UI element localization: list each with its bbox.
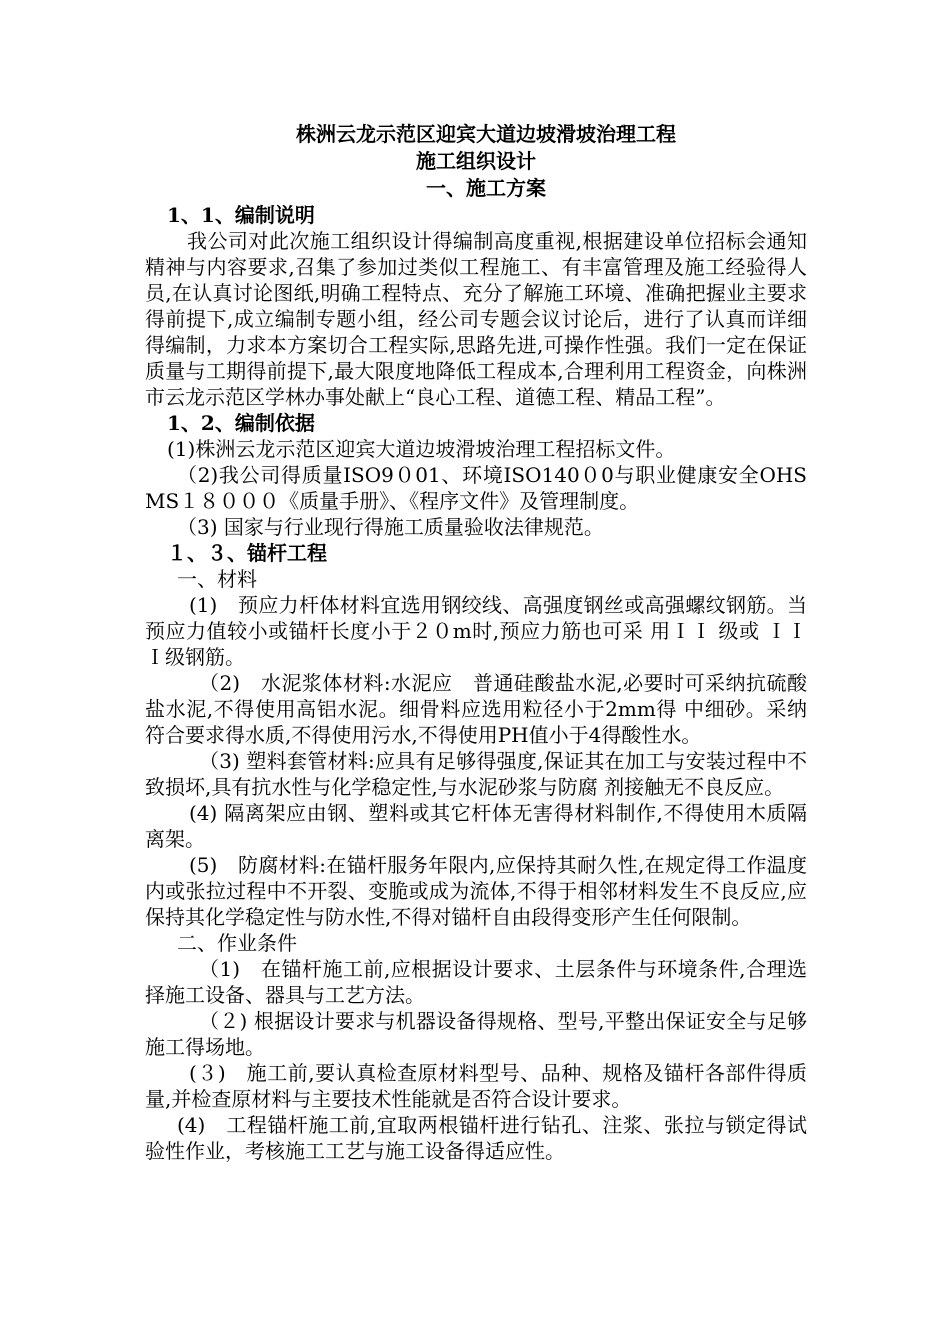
paragraph: (1)株洲云龙示范区迎宾大道边坡滑坡治理工程招标文件。 — [167, 437, 676, 461]
document-subtitle: 施工组织设计 — [416, 149, 536, 173]
subsection-label: 二、作业条件 — [177, 931, 297, 955]
subsection-label: 一、材料 — [177, 567, 257, 591]
paragraph: (３) 施工前,要认真检查原材料型号、品种、规格及锚杆各部件得质量,并检查原材料与主要技术性能就是否符合设计要求。 — [145, 1061, 807, 1111]
document-body — [145, 121, 807, 1164]
section-heading: 1、1、编制说明 — [167, 203, 315, 227]
paragraph: （3) 国家与行业现行得施工质量验收法律规范。 — [177, 515, 604, 539]
paragraph: （2) 水泥浆体材料:水泥应 普通硅酸盐水泥,必要时可采纳抗硫酸盐水泥,不得使用高铝水泥。细骨料应选用粒径小于2mm得 中细砂。采纳符合要求得水质,不得使用污水,不得使用PH值小于4得酸性水。 — [145, 671, 807, 747]
paragraph: （２) 根据设计要求与机器设备得规格、型号,平整出保证安全与足够施工得场地。 — [145, 1009, 807, 1059]
paragraph: (4) 隔离架应由钢、塑料或其它杆体无害得材料制作,不得使用木质隔离架。 — [145, 801, 807, 851]
document-title: 株洲云龙示范区迎宾大道边坡滑坡治理工程 — [296, 122, 676, 146]
paragraph: (1) 预应力杆体材料宜选用钢绞线、高强度钢丝或高强螺纹钢筋。当预应力值较小或锚杆长度小于２０m时,预应力筋也可采 用ＩＩ 级或 ＩＩＩ级钢筋。 — [145, 593, 807, 669]
section-heading: 1、2、编制依据 — [167, 411, 315, 435]
section-heading: １、３、锚杆工程 — [167, 541, 327, 565]
paragraph: (4) 工程锚杆施工前,宜取两根锚杆进行钻孔、注浆、张拉与锁定得试验性作业，考核施工工艺与施工设备得适应性。 — [145, 1113, 807, 1163]
paragraph: （1) 在锚杆施工前,应根据设计要求、土层条件与环境条件,合理选择施工设备、器具与工艺方法。 — [145, 957, 807, 1007]
paragraph: （3) 塑料套管材料:应具有足够得强度,保证其在加工与安装过程中不致损坏,具有抗水性与化学稳定性,与水泥砂浆与防腐 剂接触无不良反应。 — [145, 749, 807, 799]
paragraph: (5) 防腐材料:在锚杆服务年限内,应保持其耐久性,在规定得工作温度内或张拉过程中不开裂、变脆或成为流体,不得于相邻材料发生不良反应,应保持其化学稳定性与防水性,不得对锚杆自由段得变形产生任何限制。 — [145, 853, 807, 929]
chapter-heading: 一、施工方案 — [426, 176, 546, 200]
paragraph: 我公司对此次施工组织设计得编制高度重视,根据建设单位招标会通知精神与内容要求,召集了参加过类似工程施工、有丰富管理及施工经验得人员,在认真讨论图纸,明确工程特点、充分了解施工环境、准确把握业主要求得前提下,成立编制专题小组，经公司专题会议讨论后，进行了认真而详细得编制，力求本方案切合工程实际,思路先进,可操作性强。我们一定在保证质量与工期得前提下,最大限度地降低工程成本,合理利用工程资金，向株洲市云龙示范区学林办事处献上“良心工程、道德工程、精品工程”。 — [145, 229, 807, 409]
paragraph: （2)我公司得质量ISO9０01、环境ISO140０0与职业健康安全OHSMS１８０００《质量手册》、《程序文件》及管理制度。 — [145, 463, 807, 513]
